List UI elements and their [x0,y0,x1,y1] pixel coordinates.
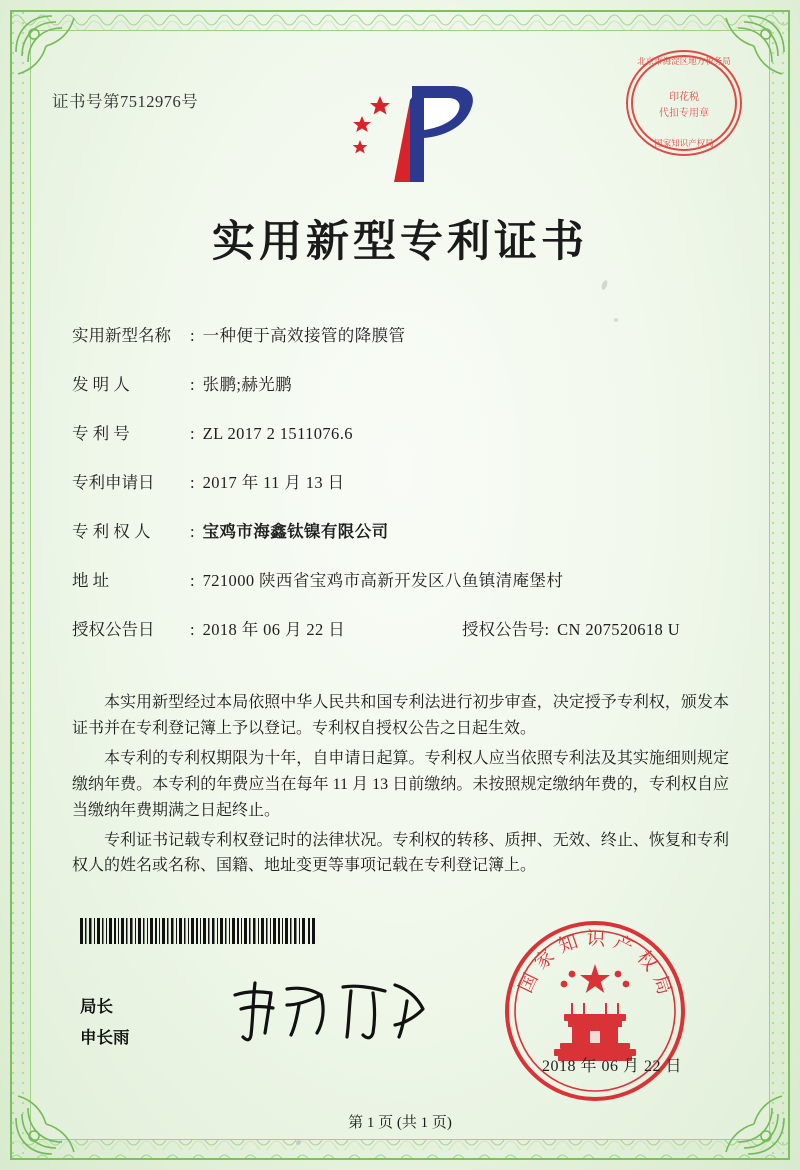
signature-icon [225,975,435,1045]
scan-artifact [600,279,608,290]
patent-office-logo-icon [320,78,490,190]
field-colon: : [190,424,195,443]
field-row-address [72,567,732,591]
field-value-address: 721000 陕西省宝鸡市高新开发区八鱼镇清庵堡村 [202,571,564,590]
field-value-patent-number: ZL 2017 2 1511076.6 [202,424,353,443]
certificate-number: 证书号第7512976号 [52,92,199,111]
field-value-publication-date: 2018 年 06 月 22 日 [202,620,346,639]
field-colon: : [190,375,195,394]
field-value-publication-number: CN 207520618 U [557,620,681,639]
svg-text:印花税: 印花税 [669,92,699,103]
field-colon: : [190,326,195,345]
field-label: 专 利 权 人 [72,522,151,541]
paragraph-3: 专利证书记载专利权登记时的法律状况。专利权的转移、质押、无效、终止、恢复和专利权人的姓名或名称、国籍、地址变更等事项记载在专利登记簿上。 [72,831,729,875]
field-row-patent-number [72,420,732,444]
director-name: 申长雨 [80,1027,130,1047]
seal-date: 2018 年 06 月 22 日 [541,1058,682,1075]
paragraph-1: 本实用新型经过本局依照中华人民共和国专利法进行初步审查，决定授予专利权，颁发本证书并在专利登记簿上予以登记。专利权自授权公告之日起生效。 [72,694,729,737]
scan-artifact [296,1140,301,1145]
legal-text-block [72,690,729,883]
publication-number-group [462,616,732,640]
field-label: 专利申请日 [72,473,155,492]
field-label: 授权公告号 [462,620,545,639]
national-seal-icon [502,918,688,1104]
field-value-application-date: 2017 年 11 月 13 日 [202,473,345,492]
page-title: 实用新型专利证书 [212,217,588,267]
field-label: 专 利 号 [72,424,130,443]
page-footer: 第 1 页 (共 1 页) [348,1115,452,1131]
field-value-inventor: 张鹏;赫光鹏 [202,375,293,394]
field-colon: : [190,571,195,590]
director-block [80,992,130,1053]
director-title-label: 局长 [80,997,113,1016]
svg-text:国家知识产权局: 国家知识产权局 [654,139,714,149]
field-row-inventor [72,371,732,395]
barcode [80,918,316,944]
field-list [72,322,732,662]
field-row-publication [72,616,732,640]
svg-text:代扣专用章: 代扣专用章 [659,108,709,119]
field-value-utility-model-name: 一种便于高效接管的降膜管 [202,326,406,345]
svg-text:国家知识产权局: 国家知识产权局 [514,927,678,1004]
field-colon: : [544,620,550,639]
field-colon: : [190,522,195,541]
field-row-utility-model-name [72,322,732,346]
field-label: 地 址 [72,571,110,590]
field-value-patentee: 宝鸡市海鑫钛镍有限公司 [202,522,389,541]
field-label: 实用新型名称 [72,326,171,345]
svg-text:北京市海淀区地方税务局: 北京市海淀区地方税务局 [637,57,731,67]
field-colon: : [190,473,195,492]
field-row-application-date [72,469,732,493]
field-row-patentee [72,518,732,542]
field-label: 发 明 人 [72,375,130,394]
field-colon: : [190,620,195,639]
paragraph-2: 本专利的专利权期限为十年，自申请日起算。专利权人应当依照专利法及其实施细则规定缴纳年费。本专利的年费应当在每年 11 月 13 日前缴纳。未按照规定缴纳年费的，专利权自应当缴纳年费期满之日起终止。 [72,749,729,819]
field-label: 授权公告日 [72,620,155,639]
publication-date-group [72,616,462,640]
tax-stamp-icon [623,42,745,164]
